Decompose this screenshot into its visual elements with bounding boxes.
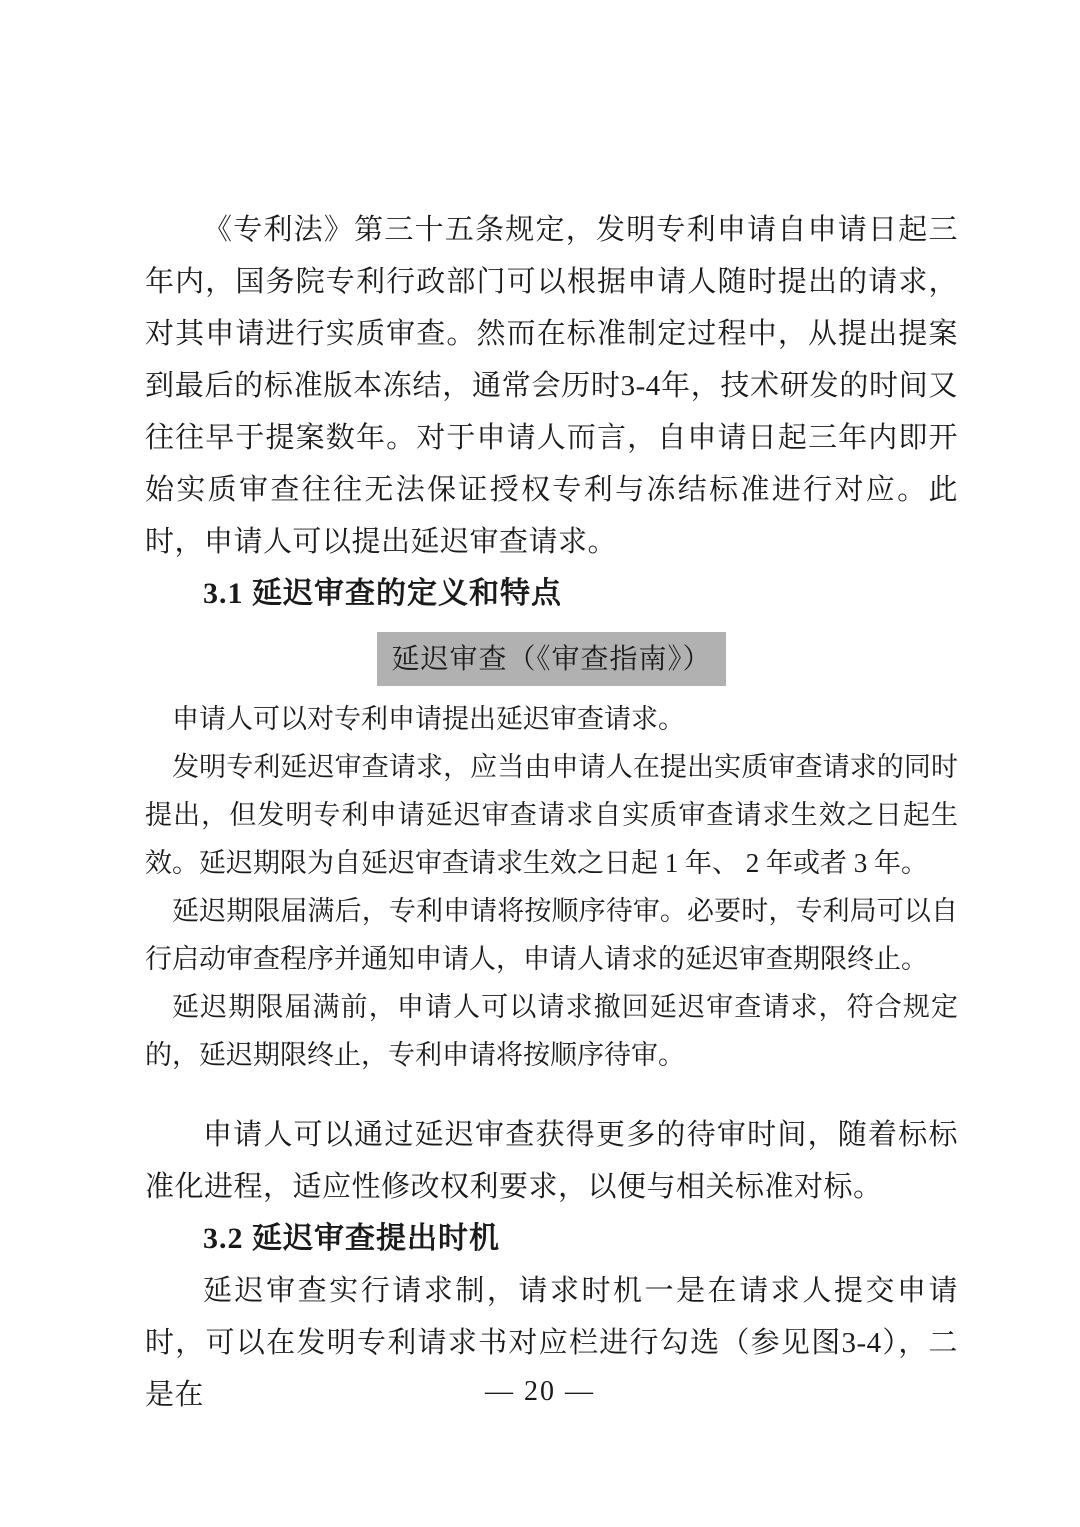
- guideline-quote-block: [145, 695, 958, 1079]
- quote-title-row: [145, 632, 958, 686]
- document-body: [145, 204, 958, 1421]
- quote-paragraph: 延迟期限届满前，申请人可以请求撤回延迟审查请求，符合规定的，延迟期限终止，专利申请将按顺序待审。: [145, 992, 958, 1070]
- quote-highlight: 延迟审查（《审查指南》）: [377, 632, 725, 686]
- quote-paragraph: 发明专利延迟审查请求，应当由申请人在提出实质审查请求的同时提出，但发明专利申请延迟审查请求自实质审查请求生效之日起生效。延迟期限为自延迟审查请求生效之日起 1 年、 2 年或者 3 年。: [145, 752, 958, 878]
- benefit-paragraph: 申请人可以通过延迟审查获得更多的待审时间，随着标标准化进程，适应性修改权利要求，以便与相关标准对标。: [145, 1119, 958, 1203]
- page-number: — 20 —: [485, 1376, 595, 1407]
- quote-paragraph: 申请人可以对专利申请提出延迟审查请求。: [172, 704, 685, 734]
- intro-paragraph: 《专利法》第三十五条规定，发明专利申请自申请日起三年内，国务院专利行政部门可以根据申请人随时提出的请求，对其申请进行实质审查。然而在标准制定过程中，从提出提案到最后的标准版本冻结，通常会历时3-4年，技术研发的时间又往往早于提案数年。对于申请人而言，自申请日起三年内即开始实质审查往往无法保证授权专利与冻结标准进行对应。此时，申请人可以提出延迟审查请求。: [145, 214, 958, 558]
- timing-paragraph: 延迟审查实行请求制，请求时机一是在请求人提交申请时，可以在发明专利请求书对应栏进行勾选（参见图3-4），二是在: [145, 1275, 958, 1411]
- quote-paragraph: 延迟期限届满后，专利申请将按顺序待审。必要时，专利局可以自行启动审查程序并通知申请人，申请人请求的延迟审查期限终止。: [145, 896, 958, 974]
- section-heading-3-2: 3.2 延迟审查提出时机: [203, 1222, 500, 1255]
- section-heading-3-1: 3.1 延迟审查的定义和特点: [203, 577, 562, 610]
